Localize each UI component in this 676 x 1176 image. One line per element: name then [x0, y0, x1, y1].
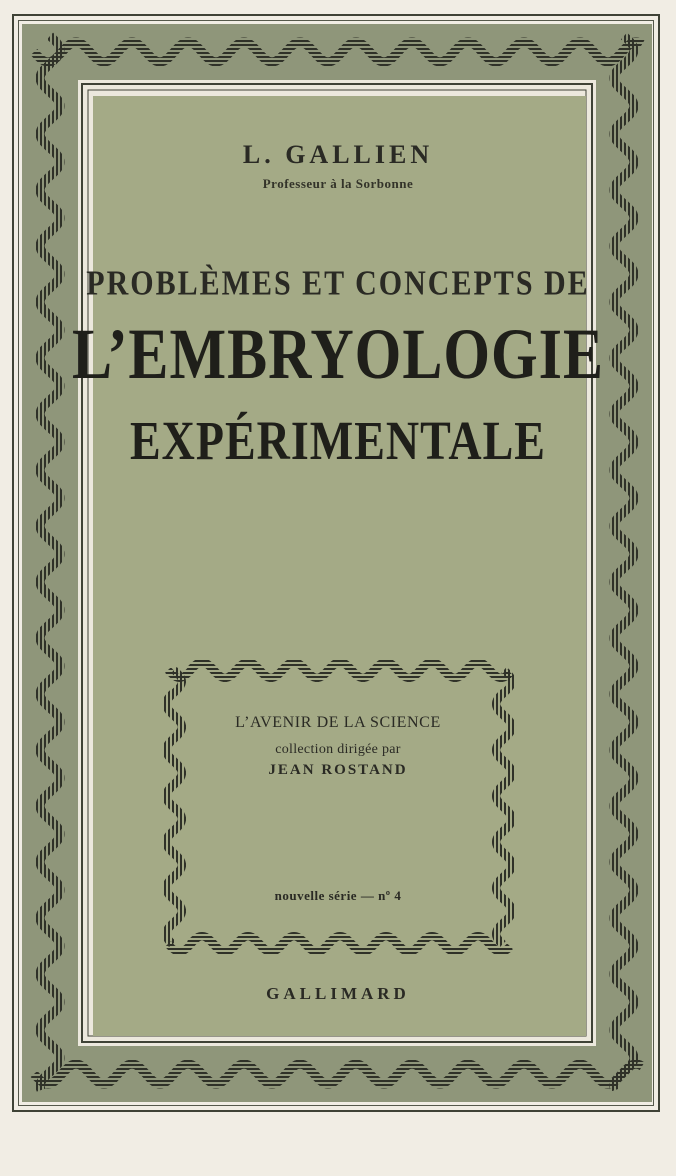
series-director: JEAN ROSTAND	[268, 762, 408, 778]
publisher-name: GALLIMARD	[266, 984, 410, 1003]
author-name: L. GALLIEN	[242, 140, 434, 169]
wave-strand	[190, 662, 510, 678]
author-affiliation: Professeur à la Sorbonne	[262, 176, 414, 191]
wave-strand	[190, 936, 510, 952]
title-line-2: L’EMBRYOLOGIE	[71, 314, 605, 394]
series-name: L’AVENIR DE LA SCIENCE	[235, 714, 441, 731]
series-subtitle: collection dirigée par	[275, 742, 401, 757]
series-wave-ornament	[166, 662, 512, 952]
series-number: nouvelle série — nº 4	[274, 888, 402, 903]
title-line-3: EXPÉRIMENTALE	[130, 409, 546, 472]
title-line-1: PROBLÈMES ET CONCEPTS DE	[86, 264, 590, 303]
